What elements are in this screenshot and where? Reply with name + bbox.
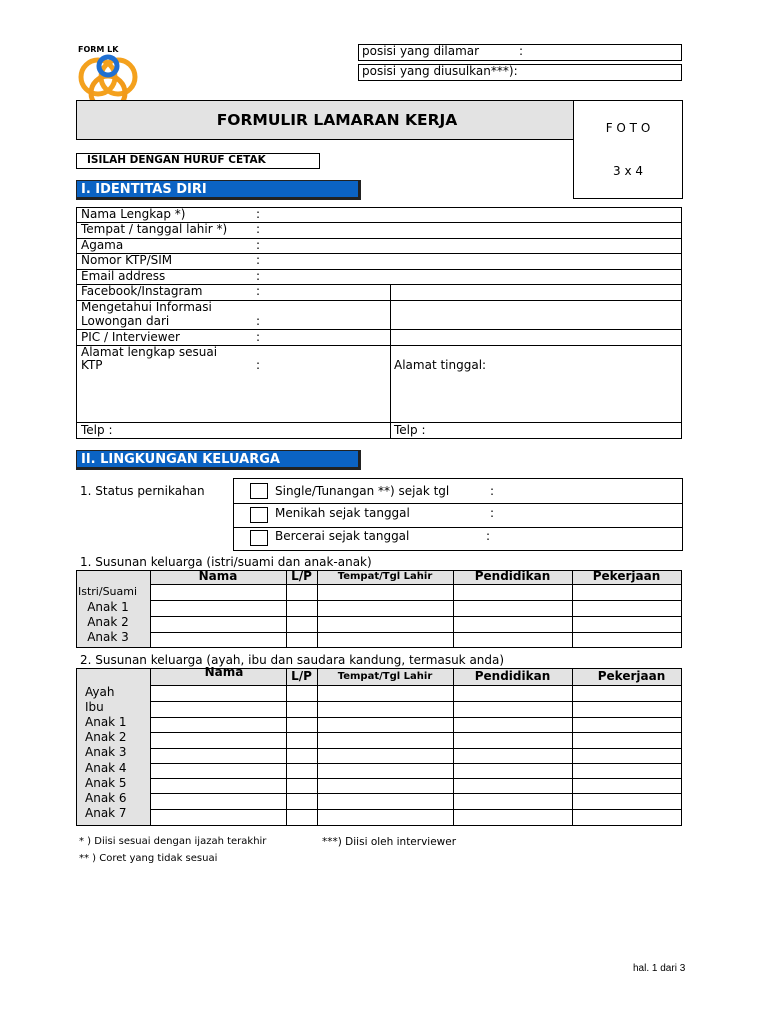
page-title: FORMULIR LAMARAN KERJA <box>216 111 458 129</box>
field-email: Email address <box>81 269 166 283</box>
print-instruction: ISILAH DENGAN HURUF CETAK <box>76 153 320 169</box>
note-strike: ** ) Coret yang tidak sesuai <box>79 853 218 864</box>
t1-header-birth: Tempat/Tgl Lahir <box>337 571 433 582</box>
t2-header-birth: Tempat/Tgl Lahir <box>337 671 433 682</box>
table-row-label: Anak 2 <box>87 615 129 629</box>
table-row-label: Istri/Suami <box>78 585 138 598</box>
t1-header-name: Nama <box>198 569 238 583</box>
section-family-title: II. LINGKUNGAN KELUARGA <box>76 450 361 470</box>
t2-header-name: Nama <box>204 665 244 679</box>
t2-header-gender: L/P <box>291 669 312 683</box>
t1-header-occupation: Pekerjaan <box>592 569 661 583</box>
table-row-label: Anak 3 <box>85 745 127 759</box>
field-religion: Agama <box>81 238 124 252</box>
table-row-label: Anak 3 <box>87 630 129 644</box>
field-full-name: Nama Lengkap *) <box>81 207 186 221</box>
table-row-label: Anak 1 <box>85 715 127 729</box>
table-row-label: Anak 7 <box>85 806 127 820</box>
checkbox-married[interactable] <box>250 507 268 523</box>
t1-header-gender: L/P <box>291 569 312 583</box>
field-phone-left: Telp : <box>81 423 113 437</box>
position-suggested-field[interactable]: posisi yang diusulkan***): <box>358 64 682 81</box>
form-title-box <box>76 100 574 140</box>
checkbox-divorced[interactable] <box>250 530 268 546</box>
family-table-2 <box>76 665 682 826</box>
page-number: hal. 1 dari 3 <box>633 963 686 974</box>
t2-header-occupation: Pekerjaan <box>597 669 666 683</box>
table-row-label: Anak 6 <box>85 791 127 805</box>
table-row-label: Anak 4 <box>85 761 127 775</box>
table-row-label: Anak 5 <box>85 776 127 790</box>
table-row-label: Anak 2 <box>85 730 127 744</box>
field-ktp-address: Alamat lengkap sesuai <box>81 345 218 359</box>
family-table-2-caption: 2. Susunan keluarga (ayah, ibu dan saudara kandung, termasuk anda) <box>80 653 505 667</box>
checkbox-single[interactable] <box>250 483 268 499</box>
section-identity-title: I. IDENTITAS DIRI <box>76 180 361 200</box>
marital-status-label: 1. Status pernikahan <box>80 484 205 498</box>
photo-box: F O T O 3 x 4 <box>573 100 683 199</box>
table-row-label: Anak 1 <box>87 600 129 614</box>
field-social-media: Facebook/Instagram <box>81 284 203 298</box>
field-pic-interviewer: PIC / Interviewer <box>81 330 180 344</box>
note-ijazah: * ) Diisi sesuai dengan ijazah terakhir <box>79 836 267 847</box>
family-table-1 <box>76 570 682 648</box>
family-table-1-caption: 1. Susunan keluarga (istri/suami dan anak-anak) <box>80 555 372 569</box>
table-row-label: Ibu <box>85 700 104 714</box>
identity-form: Nama Lengkap *) : Tempat / tanggal lahir *) : Agama : Nomor KTP/SIM : Email address : Facebook/Instagram : Mengetahui Informasi Lowongan dari : PIC / Interviewer : Alamat lengkap sesuai KTP : Alamat tinggal: Telp : Telp : <box>76 207 682 439</box>
t1-header-education: Pendidikan <box>474 569 551 583</box>
table-row-label: Ayah <box>85 685 115 699</box>
field-home-address: Alamat tinggal: <box>394 358 487 372</box>
t2-header-education: Pendidikan <box>474 669 551 683</box>
field-id-number: Nomor KTP/SIM <box>81 253 173 267</box>
position-applied-field[interactable]: posisi yang dilamar : <box>358 44 682 61</box>
field-phone-right: Telp : <box>394 423 426 437</box>
field-info-source: Mengetahui Informasi <box>81 300 212 314</box>
field-birth: Tempat / tanggal lahir *) <box>81 222 228 236</box>
marital-status-options: Single/Tunangan **) sejak tgl : Menikah sejak tanggal : Bercerai sejak tanggal : <box>233 478 683 551</box>
note-interviewer: ***) Diisi oleh interviewer <box>322 836 457 848</box>
form-code: FORM LK <box>78 45 119 54</box>
